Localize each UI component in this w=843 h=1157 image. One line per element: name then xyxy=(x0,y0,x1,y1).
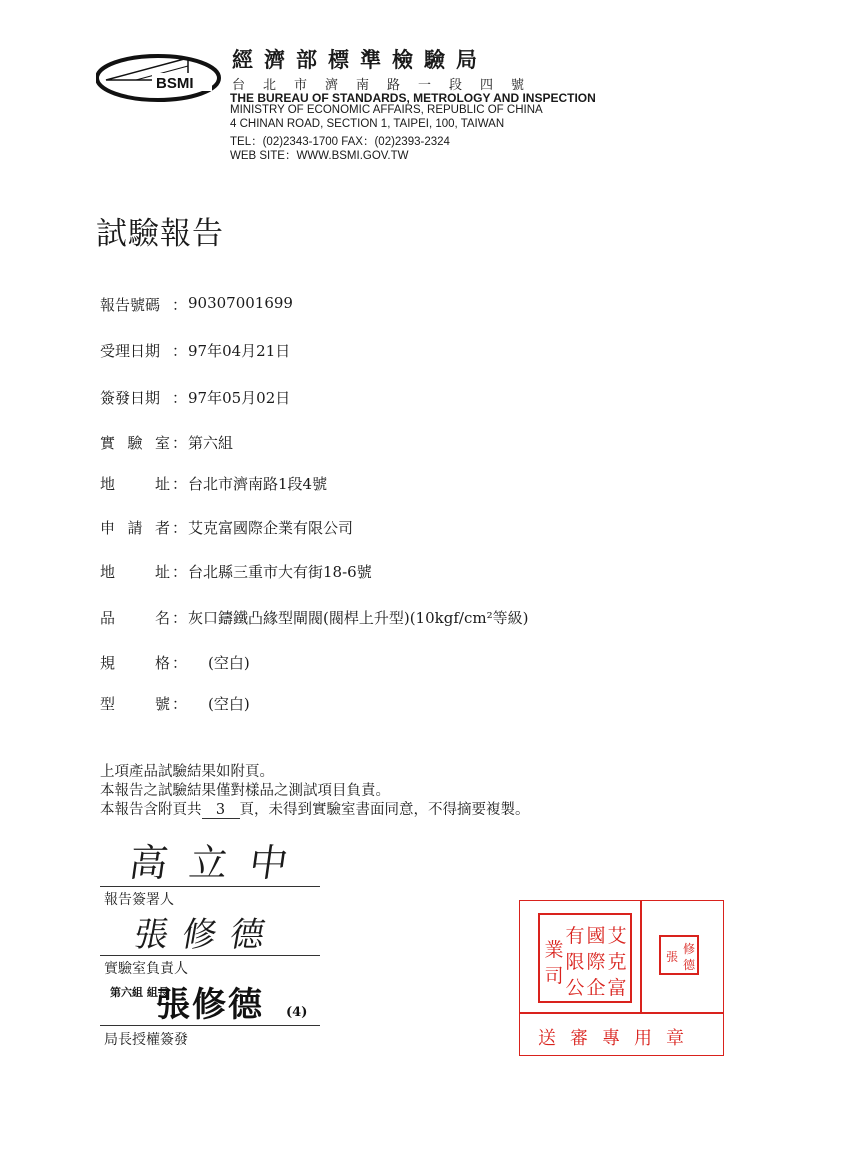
seal-char: 際 xyxy=(586,951,606,973)
field-label xyxy=(100,432,170,453)
field-spec xyxy=(100,652,700,676)
seal-char: 限 xyxy=(565,951,585,973)
seal-char: 司 xyxy=(544,965,564,987)
note-line-3 xyxy=(100,798,530,819)
label-char: 址 xyxy=(154,475,170,493)
spec-value: (空白) xyxy=(208,654,250,672)
product-name-value: 灰口鑄鐵凸緣型閘閥(閥桿上升型)(10kgf/cm²等級) xyxy=(188,609,529,627)
page-count: 3 xyxy=(202,803,240,819)
signature-text: 張修德 xyxy=(131,915,282,955)
field-colon: ： xyxy=(172,475,188,493)
issue-date-value: 97年05月02日 xyxy=(188,389,291,407)
lab-address-value: 台北市濟南路1段4號 xyxy=(188,475,328,493)
note-line-3-prefix: 本報告含附頁共 xyxy=(100,802,202,818)
agency-english-name: THE BUREAU OF STANDARDS, METROLOGY AND INSPECTION xyxy=(230,91,596,105)
label-char: 名 xyxy=(154,609,170,627)
label-char: 品 xyxy=(100,609,116,627)
lab-value: 第六組 xyxy=(188,434,234,452)
bsmi-logo xyxy=(96,46,228,110)
note-line-2: 本報告之試驗結果僅對樣品之測試項目負責。 xyxy=(100,783,390,799)
field-label xyxy=(100,652,170,673)
seal-char: 德 xyxy=(683,958,696,972)
field-label: 簽發日期 xyxy=(100,389,161,407)
field-label: 報告號碼 xyxy=(100,296,161,314)
report-number-value: 90307001699 xyxy=(188,294,293,312)
field-lab xyxy=(100,432,700,456)
lab-head-caption: 實驗室負責人 xyxy=(104,961,188,977)
field-colon: ： xyxy=(172,389,188,407)
field-colon: ： xyxy=(172,342,188,360)
agency-tel-fax: TEL：(02)2343-1700 FAX：(02)2393-2324 xyxy=(230,136,450,148)
label-char: 地 xyxy=(100,563,116,581)
director-caption: 局長授權簽發 xyxy=(104,1032,188,1048)
field-applicant-address xyxy=(100,561,700,585)
signature-text: 高立中 xyxy=(126,842,313,886)
personal-seal xyxy=(659,935,699,975)
document-title: 試驗報告 xyxy=(96,216,224,252)
field-colon: ： xyxy=(172,609,188,627)
accept-date-value: 97年04月21日 xyxy=(188,342,291,360)
lab-head-signature xyxy=(96,904,326,956)
stamp-divider xyxy=(640,900,642,1012)
label-char: 規 xyxy=(100,654,116,672)
seal-char: 國 xyxy=(586,925,606,947)
agency-chinese-address: 台北市濟南路一段四號 xyxy=(232,78,543,93)
seal-char: 有 xyxy=(565,925,585,947)
agency-chinese-name: 經濟部標準檢驗局 xyxy=(232,47,488,72)
field-issue-date xyxy=(100,387,700,411)
seal-char: 企 xyxy=(586,977,606,999)
seal-char: 業 xyxy=(544,939,564,961)
label-char: 格 xyxy=(154,654,170,672)
field-accept-date xyxy=(100,340,700,364)
seal-char: 修 xyxy=(683,942,696,956)
seal-char: 艾 xyxy=(607,925,627,947)
field-label xyxy=(100,561,170,582)
label-char: 地 xyxy=(100,475,116,493)
seal-char: 張 xyxy=(666,950,679,964)
field-colon: ： xyxy=(172,695,188,713)
field-label: 受理日期 xyxy=(100,342,161,360)
label-char: 者 xyxy=(154,519,170,537)
director-signature-stamp xyxy=(96,976,336,1026)
field-label xyxy=(100,473,170,494)
note-line-1: 上項產品試驗結果如附頁。 xyxy=(100,764,274,780)
field-lab-address xyxy=(100,473,700,497)
field-colon: ： xyxy=(172,296,188,314)
seal-char: 公 xyxy=(565,977,585,999)
seal-char: 富 xyxy=(607,977,627,999)
seal-char: 克 xyxy=(607,951,627,973)
field-label xyxy=(100,517,170,538)
signer-caption: 報告簽署人 xyxy=(104,892,174,908)
field-colon: ： xyxy=(172,434,188,452)
stamp-caption: 送審專用章 xyxy=(538,1028,698,1049)
field-applicant xyxy=(100,517,700,541)
company-seal xyxy=(538,913,632,1003)
stamp-divider xyxy=(519,1012,724,1014)
field-label xyxy=(100,607,170,628)
label-char: 址 xyxy=(154,563,170,581)
ministry-name: MINISTRY OF ECONOMIC AFFAIRS, REPUBLIC OF CHINA xyxy=(230,104,543,116)
label-char: 室 xyxy=(154,434,170,452)
signature-line xyxy=(100,886,320,887)
signature-suffix: (4) xyxy=(286,1005,308,1020)
field-colon: ： xyxy=(172,563,188,581)
field-colon: ： xyxy=(172,654,188,672)
logo-text: BSMI xyxy=(156,75,194,92)
signer-signature xyxy=(96,832,326,888)
agency-address: 4 CHINAN ROAD, SECTION 1, TAIPEI, 100, TAIWAN xyxy=(230,118,505,130)
label-char: 申 xyxy=(100,519,116,537)
label-char: 驗 xyxy=(127,434,143,452)
field-report-number xyxy=(100,294,700,318)
label-char: 號 xyxy=(154,695,170,713)
model-value: (空白) xyxy=(208,695,250,713)
field-label xyxy=(100,693,170,714)
signature-line xyxy=(100,1025,320,1026)
signature-line xyxy=(100,955,320,956)
label-char: 型 xyxy=(100,695,116,713)
signature-title: 第六組 組長 xyxy=(110,986,169,999)
field-colon: ： xyxy=(172,519,188,537)
agency-website: WEB SITE：WWW.BSMI.GOV.TW xyxy=(230,150,409,162)
field-model xyxy=(100,693,700,717)
label-char: 實 xyxy=(100,434,116,452)
applicant-value: 艾克富國際企業有限公司 xyxy=(188,519,354,537)
label-char: 請 xyxy=(127,519,143,537)
note-line-3-suffix: 頁，未得到實驗室書面同意，不得摘要複製。 xyxy=(239,802,530,818)
applicant-address-value: 台北縣三重市大有街18-6號 xyxy=(188,563,372,581)
field-product-name xyxy=(100,607,700,631)
signature-text: 張修德 xyxy=(156,985,264,1025)
